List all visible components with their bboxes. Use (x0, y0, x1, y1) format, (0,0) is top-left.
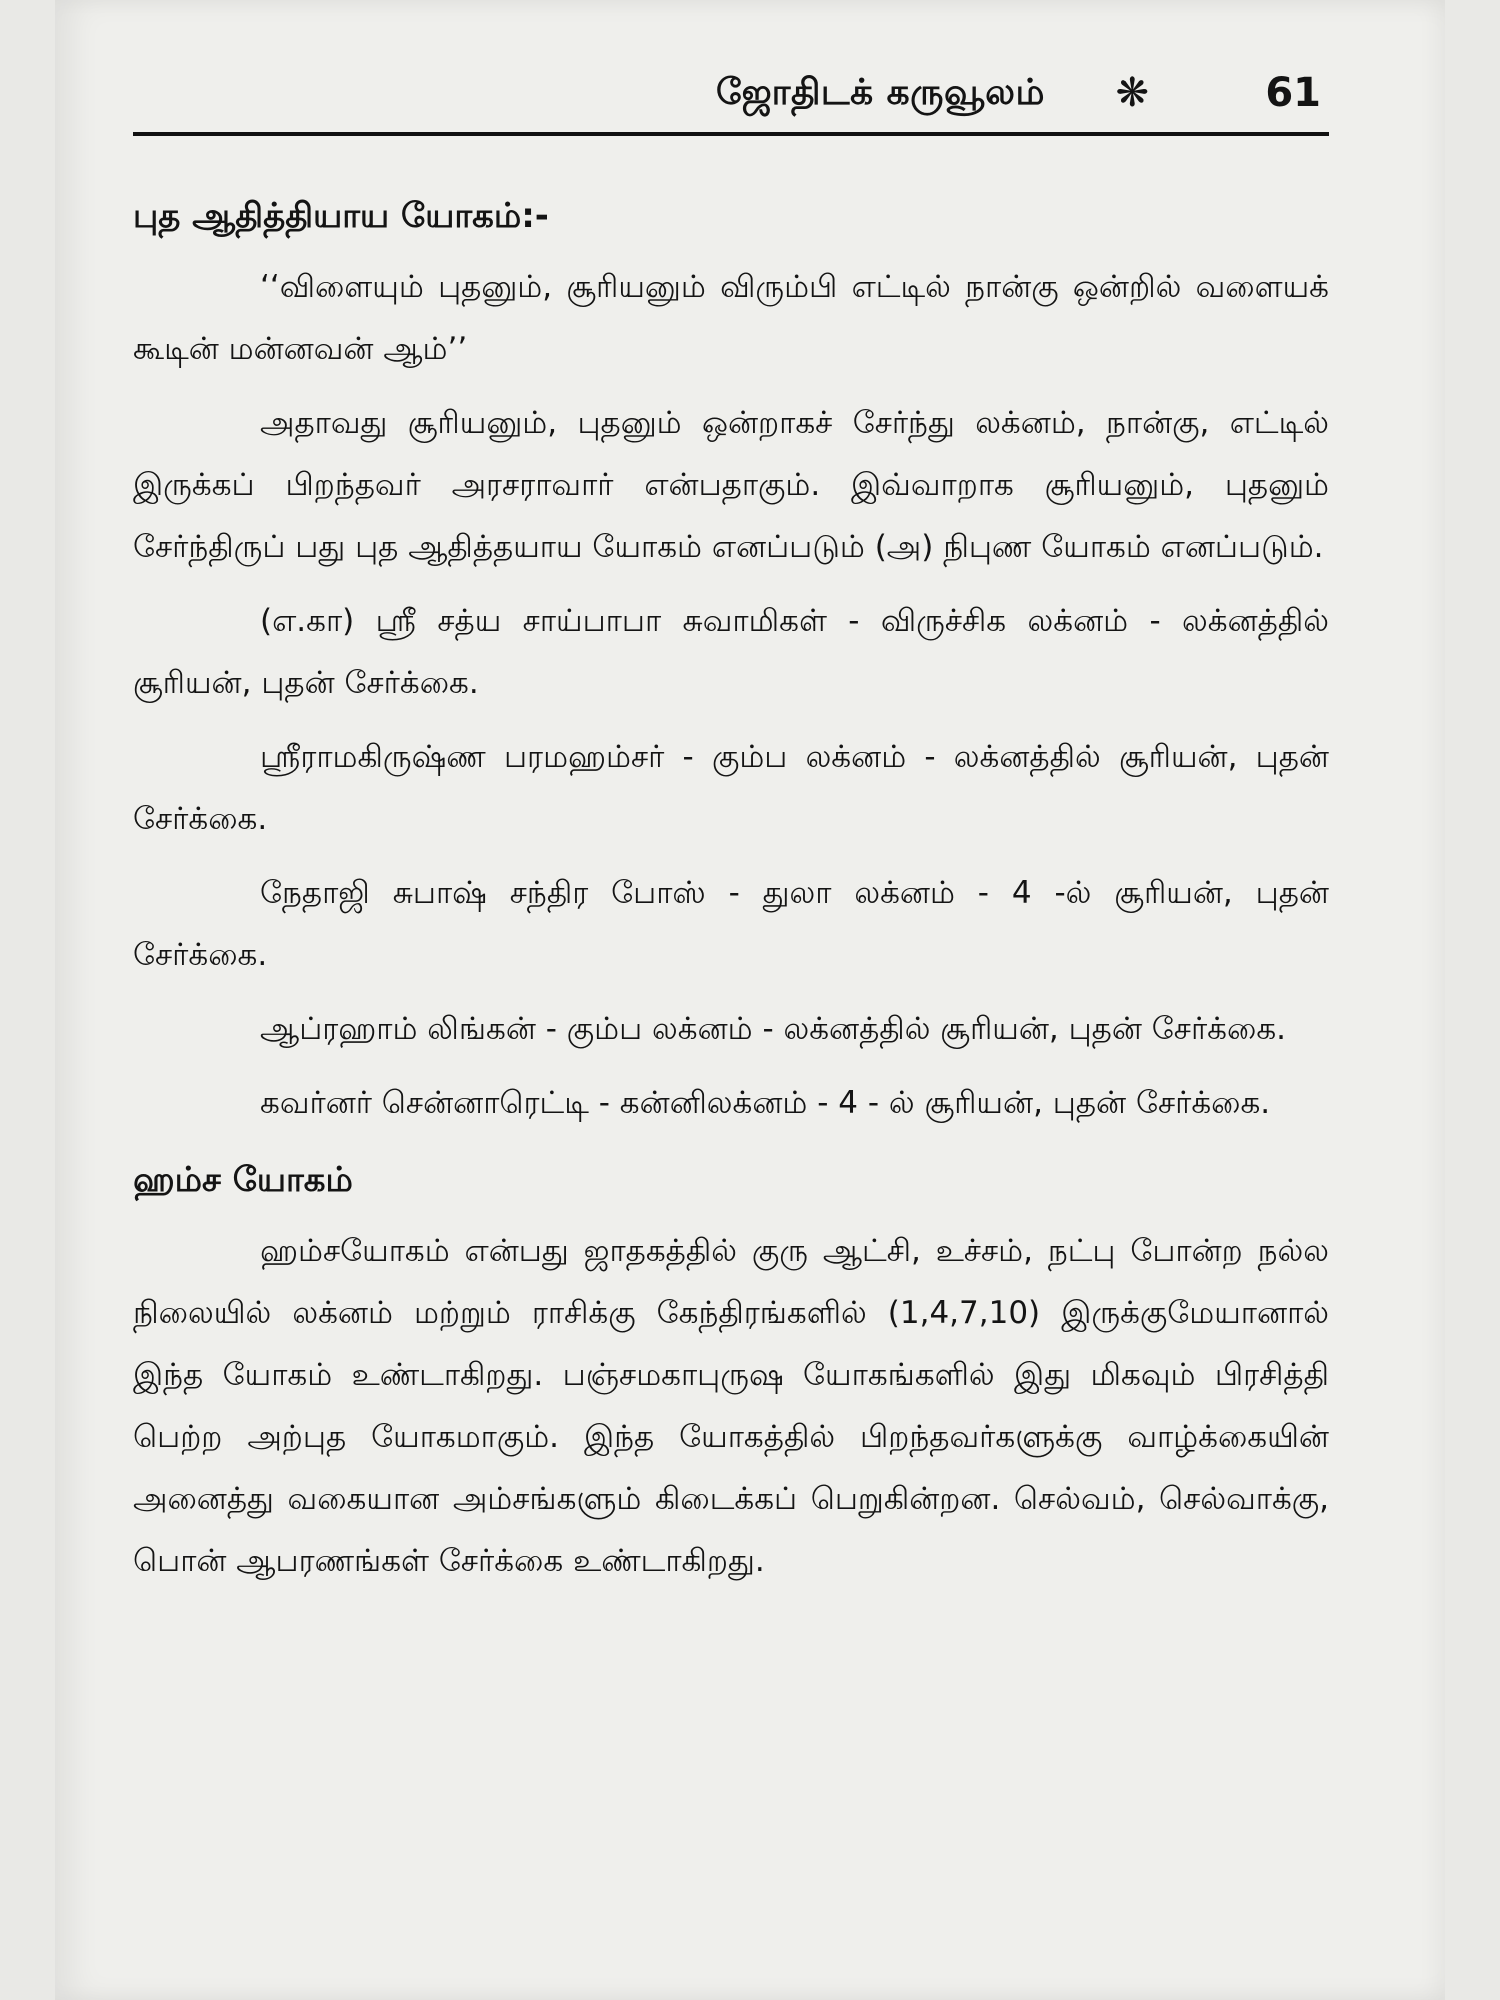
running-title: ஜோதிடக் கருவூலம் (716, 72, 1045, 113)
section-heading-budha-aditya-yoga: புத ஆதித்தியாய யோகம்:- (133, 196, 549, 236)
example-paragraph: ஆப்ரஹாம் லிங்கன் - கும்ப லக்னம் - லக்னத்தில் சூரியன், புதன் சேர்க்கை. (260, 1011, 1287, 1047)
book-page (55, 0, 1445, 2000)
example-paragraph: நேதாஜி சுபாஷ் சந்திர போஸ் - துலா லக்னம் - 4 -ல் சூரியன், புதன் சேர்க்கை. (133, 875, 1329, 973)
page-content (133, 188, 1329, 1604)
example-paragraph: ஸ்ரீராமகிருஷ்ண பரமஹம்சர் - கும்ப லக்னம் - லக்னத்தில் சூரியன், புதன் சேர்க்கை. (133, 739, 1329, 837)
flower-ornament-icon: ❋ (1115, 70, 1149, 116)
section-heading-hamsa-yoga: ஹம்ச யோகம் (133, 1160, 353, 1200)
explanation-paragraph: அதாவது சூரியனும், புதனும் ஒன்றாகச் சேர்ந்து லக்னம், நான்கு, எட்டில் இருக்கப் பிறந்தவர் அரசராவார் என்பதாகும். இவ்வாறாக சூரியனும், புதனும் சேர்ந்திருப் பது புத ஆதித்தயாய யோகம் எனப்படும் (அ) நிபுண யோகம் எனப்படும். (133, 405, 1329, 565)
hamsa-yoga-paragraph: ஹம்சயோகம் என்பது ஜாதகத்தில் குரு ஆட்சி, உச்சம், நட்பு போன்ற நல்ல நிலையில் லக்னம் மற்றும் ராசிக்கு கேந்திரங்களில் (1,4,7,10) இருக்குமேயானால் இந்த யோகம் உண்டாகிறது. பஞ்சமகாபுருஷ யோகங்களில் இது மிகவும் பிரசித்தி பெற்ற அற்புத யோகமாகும். இந்த யோகத்தில் பிறந்தவர்களுக்கு வாழ்க்கையின் அனைத்து வகையான அம்சங்களும் கிடைக்கப் பெறுகின்றன. செல்வம், செல்வாக்கு, பொன் ஆபரணங்கள் சேர்க்கை உண்டாகிறது. (133, 1233, 1329, 1579)
page-number: 61 (1265, 70, 1321, 116)
example-paragraph: (எ.கா) ஸ்ரீ சத்ய சாய்பாபா சுவாமிகள் - விருச்சிக லக்னம் - லக்னத்தில் சூரியன், புதன் சேர்க்கை. (133, 603, 1329, 701)
example-paragraph: கவர்னர் சென்னாரெட்டி - கன்னிலக்னம் - 4 - ல் சூரியன், புதன் சேர்க்கை. (260, 1085, 1271, 1121)
verse-paragraph: ‘‘விளையும் புதனும், சூரியனும் விரும்பி எட்டில் நான்கு ஒன்றில் வளையக் கூடின் மன்னவன் ஆம்’’ (133, 269, 1329, 367)
page-header (133, 70, 1329, 136)
